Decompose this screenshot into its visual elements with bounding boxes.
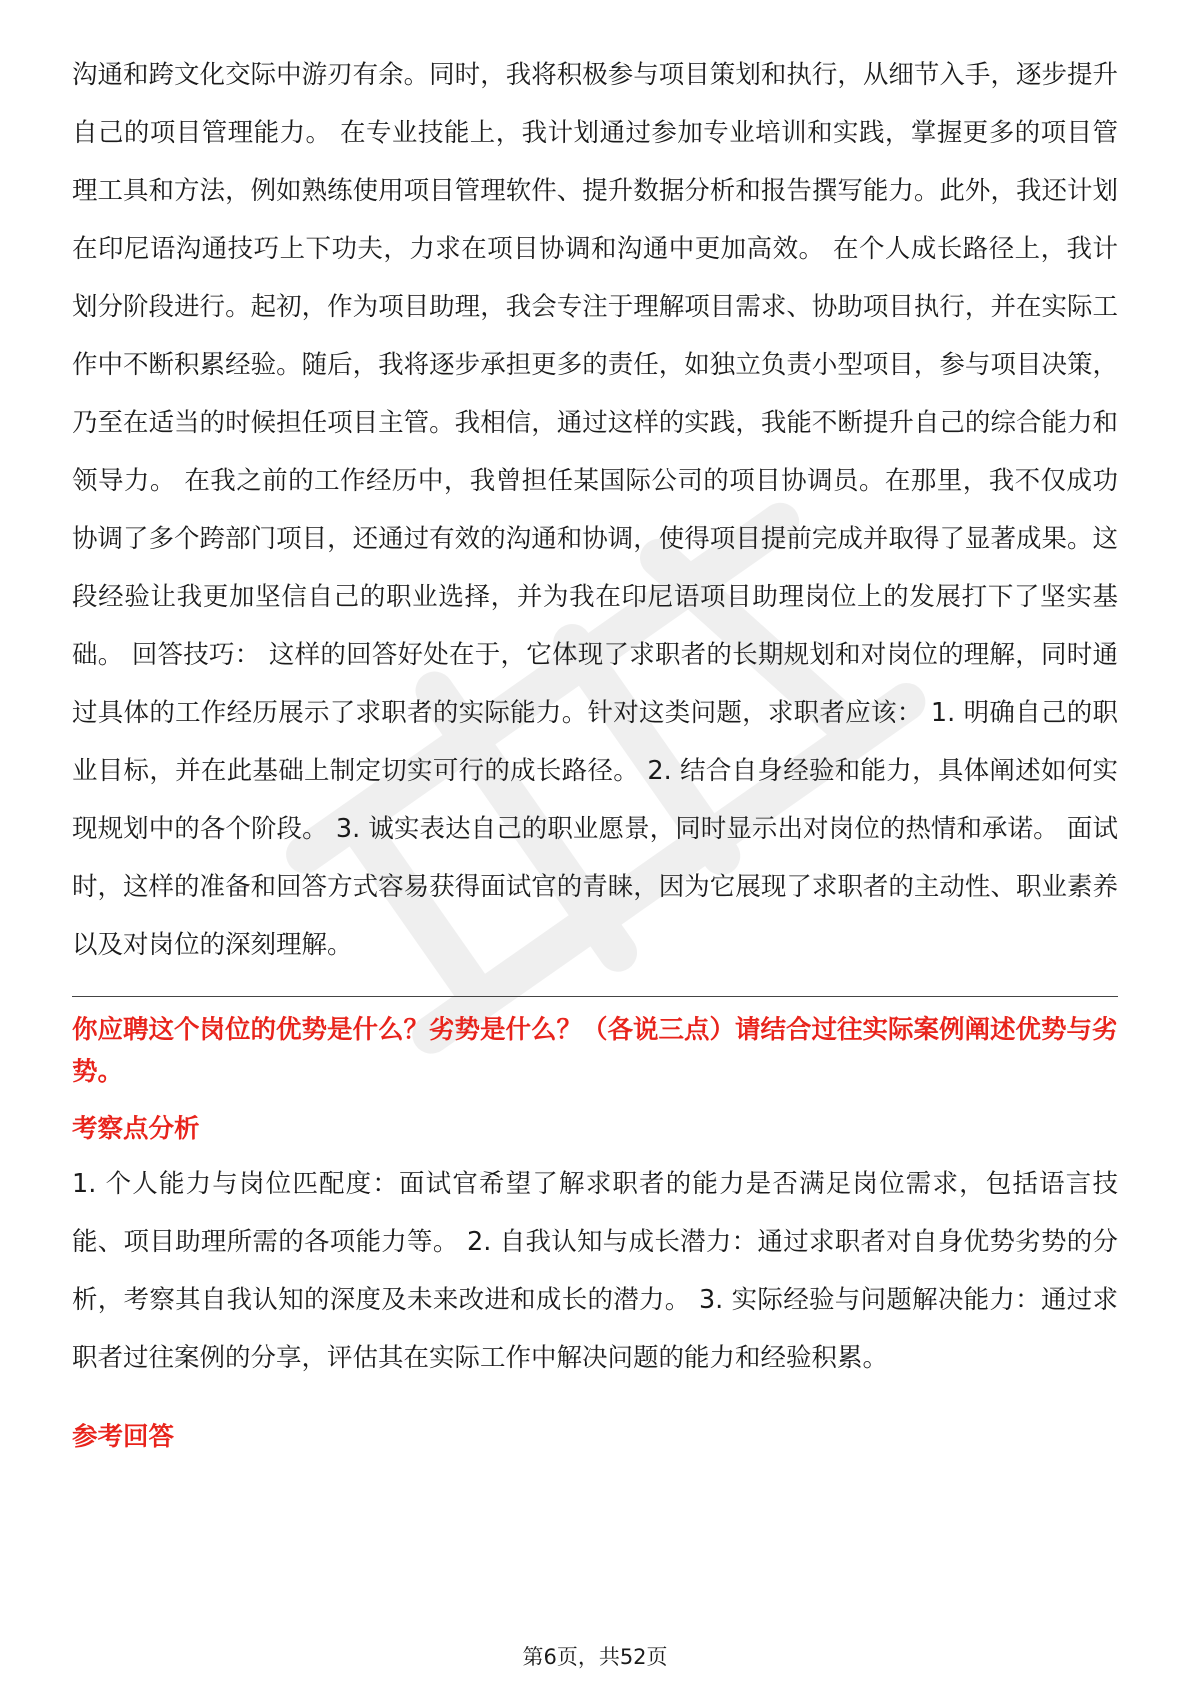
page-content	[72, 46, 1118, 1463]
reference-answer-heading: 参考回答	[72, 1422, 175, 1452]
page-number-footer: 第6页，共52页	[522, 1645, 668, 1669]
analysis-heading: 考察点分析	[72, 1114, 200, 1144]
continued-answer-text: 沟通和跨文化交际中游刃有余。同时，我将积极参与项目策划和执行，从细节入手，逐步提升自己的项目管理能力。 在专业技能上，我计划通过参加专业培训和实践，掌握更多的项目管理工具和方法，例如熟练使用项目管理软件、提升数据分析和报告撰写能力。此外，我还计划在印尼语沟通技巧上下功夫，力求在项目协调和沟通中更加高效。 在个人成长路径上，我计划分阶段进行。起初，作为项目助理，我会专注于理解项目需求、协助项目执行，并在实际工作中不断积累经验。随后，我将逐步承担更多的责任，如独立负责小型项目，参与项目决策，乃至在适当的时候担任项目主管。我相信，通过这样的实践，我能不断提升自己的综合能力和领导力。 在我之前的工作经历中，我曾担任某国际公司的项目协调员。在那里，我不仅成功协调了多个跨部门项目，还通过有效的沟通和协调，使得项目提前完成并取得了显著成果。这段经验让我更加坚信自己的职业选择，并为我在印尼语项目助理岗位上的发展打下了坚实基础。 回答技巧： 这样的回答好处在于，它体现了求职者的长期规划和对岗位的理解，同时通过具体的工作经历展示了求职者的实际能力。针对这类问题，求职者应该： 1. 明确自己的职业目标，并在此基础上制定切实可行的成长路径。 2. 结合自身经验和能力，具体阐述如何实现规划中的各个阶段。 3. 诚实表达自己的职业愿景，同时显示出对岗位的热情和承诺。 面试时，这样的准备和回答方式容易获得面试官的青睐，因为它展现了求职者的主动性、职业素养以及对岗位的深刻理解。	[72, 60, 1118, 960]
analysis-text: 1. 个人能力与岗位匹配度：面试官希望了解求职者的能力是否满足岗位需求，包括语言技能、项目助理所需的各项能力等。 2. 自我认知与成长潜力：通过求职者对自身优势劣势的分析，考察其自我认知的深度及未来改进和成长的潜力。 3. 实际经验与问题解决能力：通过求职者过往案例的分享，评估其在实际工作中解决问题的能力和经验积累。	[72, 1169, 1118, 1373]
section-divider	[72, 996, 1118, 997]
question-title: 你应聘这个岗位的优势是什么？劣势是什么？（各说三点）请结合过往实际案例阐述优势与劣势。	[72, 1015, 1118, 1087]
